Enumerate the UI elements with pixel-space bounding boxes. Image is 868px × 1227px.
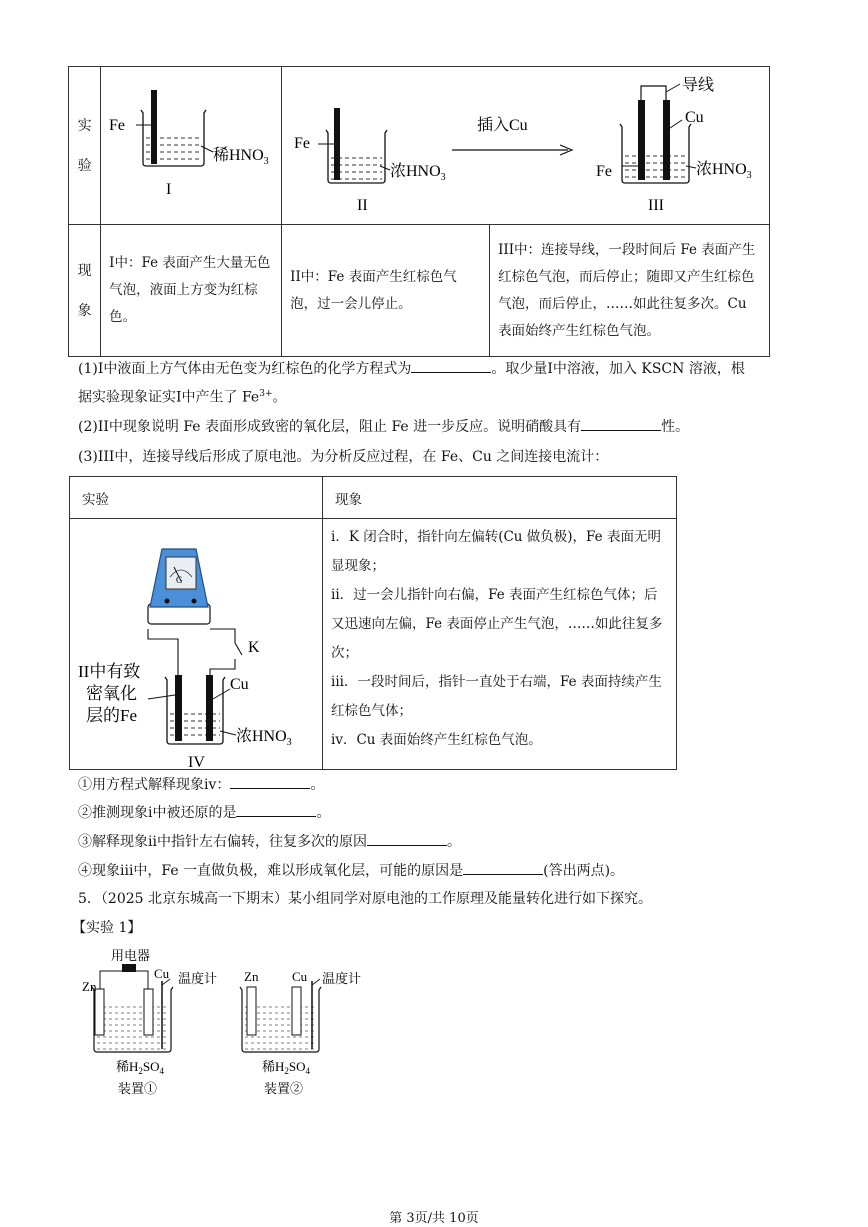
fe-oxide-label-2: 密氧化 — [86, 684, 137, 703]
roman-label-3: III — [648, 196, 665, 214]
phenomenon-i: i．K 闭合时，指针向左偏转(Cu 做负极)，Fe 表面无明显现象； — [331, 529, 661, 574]
acid-label: 稀$HNO_3$ — [213, 146, 269, 167]
sub-question-2: ②推测现象i中被还原的是 。 — [78, 802, 330, 823]
figure-cell-2-3 — [282, 67, 770, 225]
load-element — [122, 964, 136, 972]
device-figures — [78, 945, 398, 1105]
fe-oxide-label-1: II中有致 — [78, 662, 141, 681]
cu-label-d2: Cu — [292, 969, 308, 984]
galvanometer-figure-cell — [70, 519, 323, 770]
arrow-label: 插入Cu — [477, 116, 528, 134]
beaker-figure-1 — [101, 68, 281, 224]
zn-label-2: Zn — [244, 969, 259, 984]
g-label: G — [176, 575, 183, 585]
wire-label: 导线 — [682, 76, 715, 94]
phenomenon-ii: ii．过一会儿指针向右偏，Fe 表面产生红棕色气体；后又迅速向左偏，Fe 表面停止产生气泡，……如此往复多次； — [331, 587, 663, 661]
observation-2: II中：Fe 表面产生红棕色气泡，过一会儿停止。 — [282, 225, 490, 357]
acid-label-2: 浓$HNO_3$ — [390, 162, 446, 183]
table2-header-experiment: 实验 — [70, 477, 323, 519]
load-label: 用电器 — [111, 948, 151, 963]
cu-label: Cu — [685, 108, 704, 126]
observation-1: I中：Fe 表面产生大量无色气泡，液面上方变为红棕色。 — [101, 225, 282, 357]
roman-label-2: II — [357, 196, 368, 214]
sub-question-4: ④现象iii中，Fe 一直做负极，难以形成氧化层，可能的原因是 (答出两点)。 — [78, 860, 624, 881]
switch-k-label: K — [248, 639, 260, 656]
acid-label-3: 浓$HNO_3$ — [696, 160, 752, 181]
therm-label-2: 温度计 — [322, 971, 362, 986]
question-3: (3)III中，连接导线后形成了原电池。为分析反应过程，在 Fe、Cu 之间连接电流计： — [78, 449, 609, 465]
cu-label-4: Cu — [230, 676, 249, 693]
zn-label-1: Zn — [82, 979, 97, 994]
fe-label-3: Fe — [596, 162, 613, 180]
acid-label-d2: 稀$H_2SO_4$ — [262, 1059, 311, 1076]
acid-label-4: 浓$HNO_3$ — [236, 728, 292, 748]
row-label-phenomenon: 现 象 — [69, 225, 101, 357]
experiment-1-title: 【实验 1】 — [72, 920, 142, 936]
device-1-name: 装置① — [118, 1081, 158, 1096]
beaker-figure-2-3 — [282, 68, 768, 224]
galvanometer-figure — [70, 519, 310, 769]
figure-cell-1 — [101, 67, 282, 225]
phenomenon-iv: iv．Cu 表面始终产生红棕色气泡。 — [331, 732, 542, 748]
roman-label-1: I — [166, 180, 172, 198]
device-2-name: 装置② — [264, 1081, 304, 1096]
question-2: (2)II中现象说明 Fe 表面形成致密的氧化层，阻止 Fe 进一步反应。说明硝酸具有 性。 — [78, 416, 689, 437]
sub-question-3: ③解释现象ii中指针左右偏转，往复多次的原因 。 — [78, 831, 461, 852]
roman-label-4: IV — [188, 754, 205, 769]
fe-label-2: Fe — [294, 134, 311, 152]
sub-question-1: ①用方程式解释现象iv： 。 — [78, 774, 324, 795]
observation-3: III中：连接导线，一段时间后 Fe 表面产生红棕色气泡，而后停止；随即又产生红棕色气泡，而后停止，……如此往复多次。Cu 表面始终产生红棕色气泡。 — [490, 225, 770, 357]
phenomena-list — [323, 519, 677, 770]
experiment-table-2 — [69, 476, 677, 770]
question-1-line-2: 据实验现象证实I中产生了 $Fe^{3+}$。 — [78, 389, 287, 406]
fe-label: Fe — [109, 116, 126, 134]
experiment-table-1 — [68, 66, 770, 357]
phenomenon-iii: iii．一段时间后，指针一直处于右端，Fe 表面持续产生红棕色气体； — [331, 674, 662, 719]
question-1-line-1: (1)I中液面上方气体由无色变为红棕色的化学方程式为 。取少量I中溶液，加入 KSCN 溶液，根 — [78, 358, 745, 379]
acid-label-d1: 稀$H_2SO_4$ — [116, 1059, 165, 1076]
question-5: 5．（2025 北京东城高一下期末）某小组同学对原电池的工作原理及能量转化进行如下探究。 — [78, 891, 652, 907]
cu-label-d1: Cu — [154, 966, 170, 981]
page-footer: 第 3页/共 10页 — [389, 1211, 479, 1226]
table2-header-phenomenon: 现象 — [323, 477, 677, 519]
fe-oxide-label-3: 层的Fe — [86, 706, 137, 725]
therm-label-1: 温度计 — [178, 971, 218, 986]
row-label-experiment: 实 验 — [69, 67, 101, 225]
